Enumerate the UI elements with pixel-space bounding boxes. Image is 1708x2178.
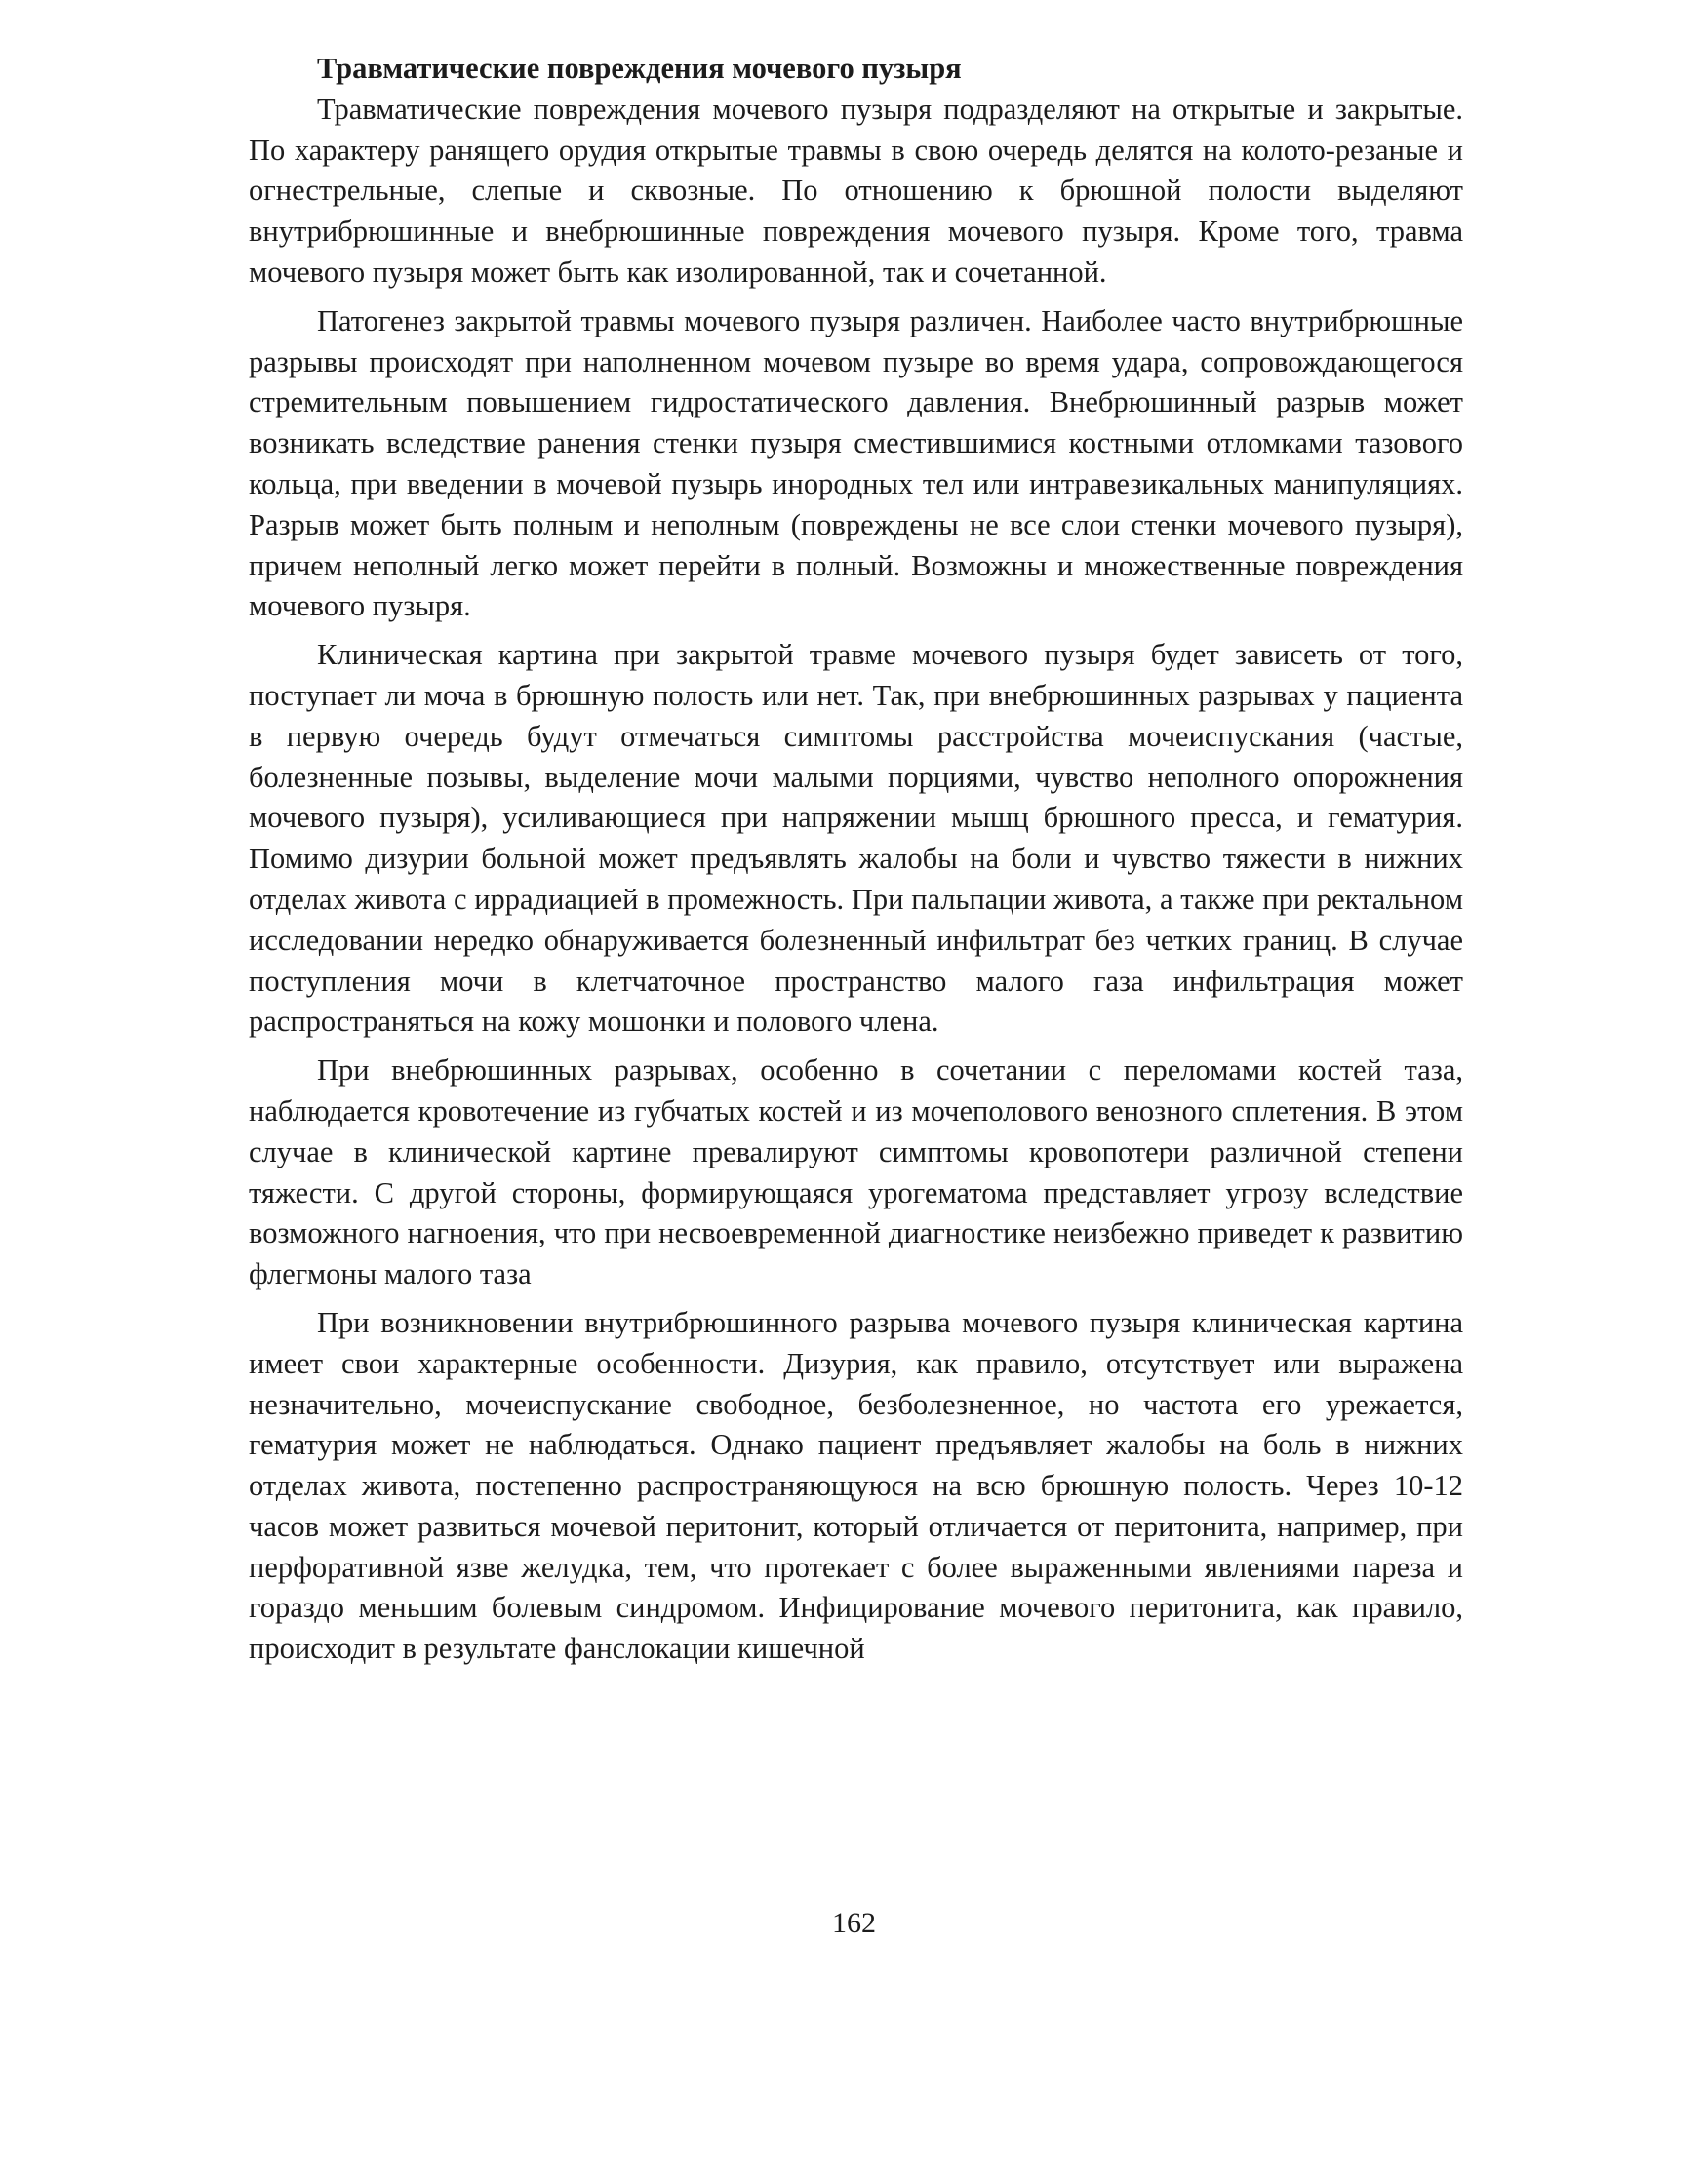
page-number: 162 <box>832 1907 876 1939</box>
section-heading: Травматические повреждения мочевого пузыря <box>317 52 962 85</box>
paragraph-clinical-picture: Клиническая картина при закрытой травме мочевого пузыря будет зависеть от того, поступает ли моча в брюшную полость или нет. Так, при внебрюшинных разрывах у пациента в первую очередь будут отмечаться симптомы расстройства мочеиспускания (частые, болезненные позывы, выделение мочи малыми порциями, чувство неполного опорожнения мочевого пузыря), усиливающиеся при напряжении мышц брюшного пресса, и гематурия. Помимо дизурии больной может предъявлять жалобы на боли и чувство тяжести в нижних отделах живота с иррадиацией в промежность. При пальпации живота, а также при ректальном исследовании нередко обнаруживается болезненный инфильтрат без четких границ. В случае поступления мочи в клетчаточное пространство малого газа инфильтрация может распространяться на кожу мошонки и полового члена. <box>249 638 1463 1039</box>
paragraph-classification: Травматические повреждения мочевого пузыря подразделяют на открытые и закрытые. По характеру ранящего орудия открытые травмы в свою очередь делятся на колото-резаные и огнестрельные, слепые и сквозные. По отношению к брюшной полости выделяют внутрибрюшинные и внебрюшинные повреждения мочевого пузыря. Кроме того, травма мочевого пузыря может быть как изолированной, так и сочетанной. <box>249 92 1463 289</box>
paragraph-extraperitoneal-bleeding: При внебрюшинных разрывах, особенно в сочетании с переломами костей таза, наблюдается кровотечение из губчатых костей и из мочеполового венозного сплетения. В этом случае в клинической картине превалируют симптомы кровопотери различной степени тяжести. С другой стороны, формирующаяся урогематома представляет угрозу вследствие возможного нагноения, что при несвоевременной диагностике неизбежно приведет к развитию флегмоны малого таза <box>249 1053 1463 1291</box>
document-page <box>249 49 1463 1678</box>
paragraph-pathogenesis: Патогенез закрытой травмы мочевого пузыря различен. Наиболее часто внутрибрюшные разрывы происходят при наполненном мочевом пузыре во время удара, сопровождающегося стремительным повышением гидростатического давления. Внебрюшинный разрыв может возникать вследствие ранения стенки пузыря сместившимися костными отломками тазового кольца, при введении в мочевой пузырь инородных тел или интравезикальных манипуляциях. Разрыв может быть полным и неполным (повреждены не все слои стенки мочевого пузыря), причем неполный легко может перейти в полный. Возможны и множественные повреждения мочевого пузыря. <box>249 303 1463 623</box>
paragraph-intraperitoneal-rupture: При возникновении внутрибрюшинного разрыва мочевого пузыря клиническая картина имеет свои характерные особенности. Дизурия, как правило, отсутствует или выражена незначительно, мочеиспускание свободное, безболезненное, но частота его урежается, гематурия может не наблюдаться. Однако пациент предъявляет жалобы на боль в нижних отделах живота, постепенно распространяющуюся на всю брюшную полость. Через 10-12 часов может развиться мочевой перитонит, который отличается от перитонита, например, при перфоративной язве желудка, тем, что протекает с более выраженными явлениями пареза и гораздо меньшим болевым синдромом. Инфицирование мочевого перитонита, как правило, происходит в результате фанслокации кишечной <box>249 1305 1463 1666</box>
